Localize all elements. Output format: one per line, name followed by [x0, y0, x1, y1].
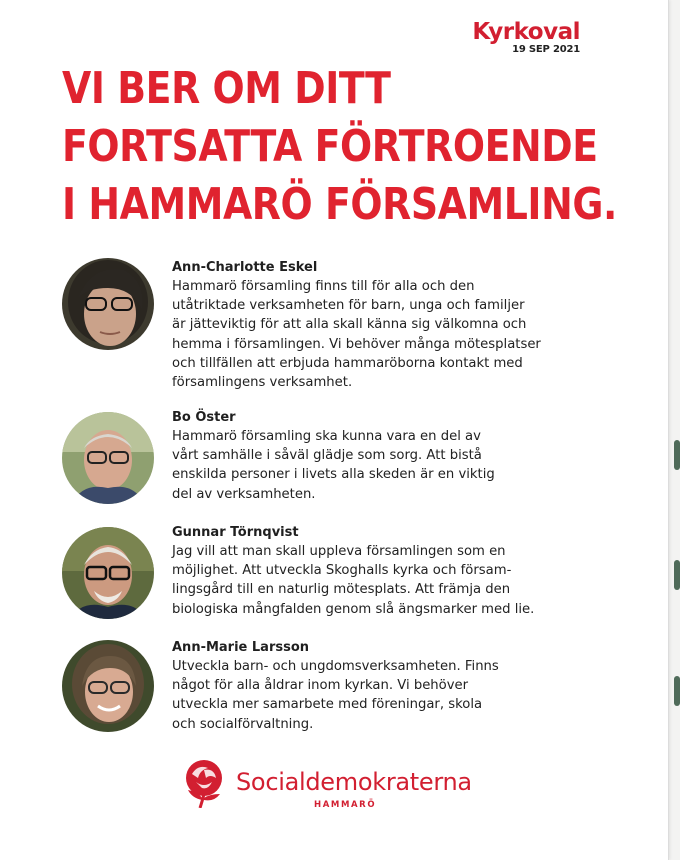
- bio-line: lingsgård till en naturlig mötesplats. Att främja den: [172, 582, 511, 598]
- headline-line-3: I HAMMARÖ FÖRSAMLING.: [62, 179, 617, 230]
- bio-line: biologiska mångfalden genom slå ängsmarker med lie.: [172, 601, 535, 617]
- party-logo: [178, 756, 478, 816]
- avatar: [62, 527, 154, 619]
- page-edge: [668, 0, 669, 860]
- bio-line: är jätteviktig för att alla skall känna sig välkomna och: [172, 317, 527, 333]
- candidate-2: [62, 408, 582, 504]
- bio-line: enskilda personer i livets alla skeden är en viktig: [172, 467, 495, 483]
- candidate-text: [172, 657, 572, 734]
- bio-line: och tillfällen att erbjuda hammaröborna kontakt med: [172, 355, 523, 371]
- candidate-name: Gunnar Törnqvist: [172, 525, 299, 540]
- avatar: [62, 412, 154, 504]
- headline-line-1: VI BER OM DITT: [62, 63, 391, 114]
- next-page-edge-mark: [674, 676, 680, 706]
- bio-line: Jag vill att man skall uppleva församlingen som en: [172, 544, 506, 559]
- bio-line: och socialförvaltning.: [172, 716, 314, 732]
- badge-date: 19 SEP 2021: [512, 44, 580, 55]
- candidate-name: Bo Öster: [172, 410, 236, 425]
- bio-line: del av verksamheten.: [172, 486, 316, 502]
- bio-line: församlingens verksamhet.: [172, 375, 353, 391]
- election-badge: [472, 20, 580, 56]
- logo-wordmark: Socialdemokraterna: [236, 768, 472, 796]
- bio-line: utåtriktade verksamheten för barn, unga och familjer: [172, 298, 525, 314]
- candidate-bio: [172, 408, 572, 504]
- logo-subtitle: HAMMARÖ: [314, 800, 377, 810]
- candidate-4: [62, 638, 582, 734]
- next-page-edge-mark: [674, 440, 680, 470]
- rose-icon: [178, 756, 230, 808]
- bio-line: hemma i församlingen. Vi behöver många mötesplatser: [172, 336, 541, 352]
- candidate-3: [62, 523, 582, 619]
- bio-line: möjlighet. Att utveckla Skoghalls kyrka och försam-: [172, 563, 512, 579]
- next-page-edge-mark: [674, 560, 680, 590]
- bio-line: Hammarö församling finns till för alla och den: [172, 279, 475, 294]
- bio-line: Hammarö församling ska kunna vara en del av: [172, 429, 481, 444]
- bio-line: utveckla mer samarbete med föreningar, skola: [172, 697, 483, 713]
- candidate-name: Ann-Marie Larsson: [172, 640, 310, 655]
- avatar: [62, 258, 154, 350]
- bio-line: något för alla åldrar inom kyrkan. Vi behöver: [172, 678, 469, 694]
- candidate-bio: [172, 523, 572, 619]
- candidate-text: [172, 277, 572, 392]
- candidate-1: [62, 258, 582, 391]
- avatar: [62, 640, 154, 732]
- bio-line: vårt samhälle i såväl glädje som sorg. Att bistå: [172, 448, 482, 464]
- candidate-text: [172, 542, 572, 619]
- headline-line-2: FORTSATTA FÖRTROENDE: [62, 121, 598, 172]
- candidate-bio: [172, 638, 572, 734]
- candidate-text: [172, 427, 572, 504]
- candidate-bio: [172, 258, 572, 392]
- bio-line: Utveckla barn- och ungdomsverksamheten. Finns: [172, 659, 499, 674]
- candidate-name: Ann-Charlotte Eskel: [172, 260, 318, 275]
- headline: [62, 60, 617, 234]
- badge-title: Kyrkoval: [472, 19, 580, 45]
